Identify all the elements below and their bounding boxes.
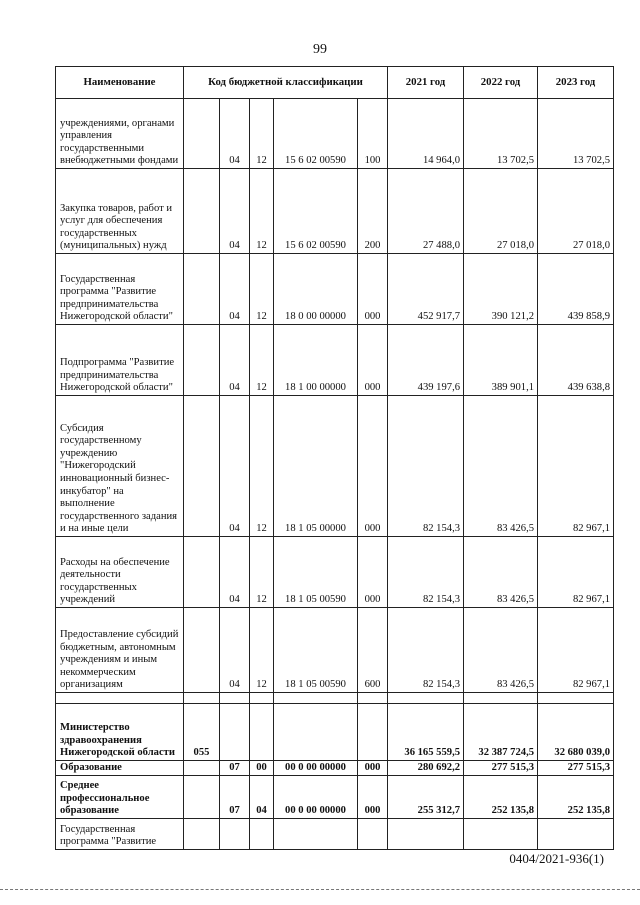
- cell-target-code: [274, 819, 358, 850]
- cell-name: Субсидия государственному учреждению "Нижегородский инновационный бизнес-инкубатор" на выполнение государственного задания и на иные цели: [56, 396, 184, 537]
- cell-ministry-code: [184, 169, 220, 254]
- cell-value-2022: 32 387 724,5: [464, 704, 538, 761]
- cell-subsection-code: 12: [250, 99, 274, 169]
- spacer-cell: [250, 693, 274, 704]
- cell-name: Подпрограмма "Развитие предпринимательства Нижегородской области": [56, 325, 184, 396]
- table-spacer-row: [56, 693, 614, 704]
- cell-section-code: [220, 704, 250, 761]
- cell-value-2023: 439 638,8: [538, 325, 614, 396]
- cell-target-code: 15 6 02 00590: [274, 99, 358, 169]
- table-row: [56, 704, 614, 761]
- budget-table: [55, 66, 614, 850]
- table-row: [56, 254, 614, 325]
- cell-value-2021: 255 312,7: [388, 776, 464, 819]
- cell-expense-type-code: 000: [358, 537, 388, 608]
- cell-expense-type-code: 100: [358, 99, 388, 169]
- table-row: [56, 325, 614, 396]
- cell-name: Среднее профессиональное образование: [56, 776, 184, 819]
- cell-subsection-code: 12: [250, 537, 274, 608]
- spacer-cell: [184, 693, 220, 704]
- cell-value-2023: 439 858,9: [538, 254, 614, 325]
- cell-target-code: 18 0 00 00000: [274, 254, 358, 325]
- cell-expense-type-code: 600: [358, 608, 388, 693]
- cell-section-code: 04: [220, 325, 250, 396]
- table-row: [56, 169, 614, 254]
- cell-name: Министерство здравоохранения Нижегородской области: [56, 704, 184, 761]
- page-number: 99: [313, 42, 327, 57]
- cell-name: Предоставление субсидий бюджетным, автономным учреждениям и иным некоммерческим организациям: [56, 608, 184, 693]
- cell-value-2022: 390 121,2: [464, 254, 538, 325]
- cell-expense-type-code: 000: [358, 761, 388, 776]
- cell-expense-type-code: 000: [358, 254, 388, 325]
- header-name: Наименование: [56, 67, 184, 99]
- cell-value-2022: 389 901,1: [464, 325, 538, 396]
- cell-value-2021: 452 917,7: [388, 254, 464, 325]
- cell-value-2022: 83 426,5: [464, 396, 538, 537]
- header-2022: 2022 год: [464, 67, 538, 99]
- table-row: [56, 608, 614, 693]
- cell-ministry-code: 055: [184, 704, 220, 761]
- cell-value-2021: 82 154,3: [388, 396, 464, 537]
- cell-value-2021: 14 964,0: [388, 99, 464, 169]
- spacer-cell: [56, 693, 184, 704]
- cell-section-code: [220, 819, 250, 850]
- cell-value-2021: 27 488,0: [388, 169, 464, 254]
- cell-name: учреждениями, органами управления государственными внебюджетными фондами: [56, 99, 184, 169]
- header-code: Код бюджетной классификации: [184, 67, 388, 99]
- cell-value-2022: 13 702,5: [464, 99, 538, 169]
- cell-ministry-code: [184, 537, 220, 608]
- cell-ministry-code: [184, 761, 220, 776]
- cell-value-2023: 32 680 039,0: [538, 704, 614, 761]
- cell-name: Государственная программа "Развитие предпринимательства Нижегородской области": [56, 254, 184, 325]
- cell-subsection-code: [250, 819, 274, 850]
- cell-subsection-code: 00: [250, 761, 274, 776]
- cell-name: Закупка товаров, работ и услуг для обеспечения государственных (муниципальных) нужд: [56, 169, 184, 254]
- cell-section-code: 04: [220, 169, 250, 254]
- cell-value-2023: 13 702,5: [538, 99, 614, 169]
- cell-target-code: 00 0 00 00000: [274, 776, 358, 819]
- header-2021: 2021 год: [388, 67, 464, 99]
- cell-subsection-code: 12: [250, 169, 274, 254]
- cell-expense-type-code: 200: [358, 169, 388, 254]
- spacer-cell: [388, 693, 464, 704]
- cell-section-code: 04: [220, 396, 250, 537]
- cell-name: Образование: [56, 761, 184, 776]
- cell-value-2023: 27 018,0: [538, 169, 614, 254]
- cell-value-2023: 82 967,1: [538, 608, 614, 693]
- table-row: [56, 99, 614, 169]
- cell-ministry-code: [184, 254, 220, 325]
- table-row: [56, 537, 614, 608]
- cell-value-2021: [388, 819, 464, 850]
- cell-ministry-code: [184, 819, 220, 850]
- cell-target-code: 18 1 00 00000: [274, 325, 358, 396]
- spacer-cell: [220, 693, 250, 704]
- header-2023: 2023 год: [538, 67, 614, 99]
- cell-expense-type-code: 000: [358, 325, 388, 396]
- cell-value-2023: 277 515,3: [538, 761, 614, 776]
- cell-subsection-code: 12: [250, 396, 274, 537]
- cell-section-code: 04: [220, 254, 250, 325]
- spacer-cell: [358, 693, 388, 704]
- spacer-cell: [274, 693, 358, 704]
- table-header-row: [56, 67, 614, 99]
- cell-subsection-code: 04: [250, 776, 274, 819]
- cell-ministry-code: [184, 776, 220, 819]
- cell-value-2022: 83 426,5: [464, 608, 538, 693]
- spacer-cell: [464, 693, 538, 704]
- cell-section-code: 04: [220, 99, 250, 169]
- cell-expense-type-code: [358, 819, 388, 850]
- table-body: [56, 99, 614, 850]
- table-row: [56, 761, 614, 776]
- cell-value-2021: 82 154,3: [388, 608, 464, 693]
- document-reference: 0404/2021-936(1): [509, 851, 604, 866]
- cell-value-2023: 82 967,1: [538, 396, 614, 537]
- cell-section-code: 04: [220, 608, 250, 693]
- cell-target-code: 15 6 02 00590: [274, 169, 358, 254]
- cell-subsection-code: 12: [250, 254, 274, 325]
- cell-value-2022: 83 426,5: [464, 537, 538, 608]
- cell-section-code: 07: [220, 776, 250, 819]
- cell-subsection-code: [250, 704, 274, 761]
- bottom-rule: [0, 889, 640, 890]
- cell-ministry-code: [184, 396, 220, 537]
- cell-target-code: 00 0 00 00000: [274, 761, 358, 776]
- cell-expense-type-code: 000: [358, 776, 388, 819]
- cell-value-2023: [538, 819, 614, 850]
- cell-expense-type-code: [358, 704, 388, 761]
- table-row: [56, 396, 614, 537]
- cell-section-code: 04: [220, 537, 250, 608]
- cell-ministry-code: [184, 99, 220, 169]
- cell-ministry-code: [184, 608, 220, 693]
- cell-expense-type-code: 000: [358, 396, 388, 537]
- cell-value-2023: 82 967,1: [538, 537, 614, 608]
- table-row: [56, 776, 614, 819]
- cell-ministry-code: [184, 325, 220, 396]
- cell-name: Расходы на обеспечение деятельности государственных учреждений: [56, 537, 184, 608]
- cell-target-code: 18 1 05 00000: [274, 396, 358, 537]
- cell-section-code: 07: [220, 761, 250, 776]
- cell-subsection-code: 12: [250, 325, 274, 396]
- cell-value-2021: 82 154,3: [388, 537, 464, 608]
- cell-value-2021: 439 197,6: [388, 325, 464, 396]
- cell-value-2021: 280 692,2: [388, 761, 464, 776]
- cell-value-2022: 277 515,3: [464, 761, 538, 776]
- cell-target-code: 18 1 05 00590: [274, 608, 358, 693]
- cell-subsection-code: 12: [250, 608, 274, 693]
- spacer-cell: [538, 693, 614, 704]
- cell-value-2023: 252 135,8: [538, 776, 614, 819]
- cell-value-2022: 252 135,8: [464, 776, 538, 819]
- cell-target-code: [274, 704, 358, 761]
- cell-name: Государственная программа "Развитие: [56, 819, 184, 850]
- cell-value-2021: 36 165 559,5: [388, 704, 464, 761]
- cell-value-2022: [464, 819, 538, 850]
- cell-value-2022: 27 018,0: [464, 169, 538, 254]
- cell-target-code: 18 1 05 00590: [274, 537, 358, 608]
- table-row: [56, 819, 614, 850]
